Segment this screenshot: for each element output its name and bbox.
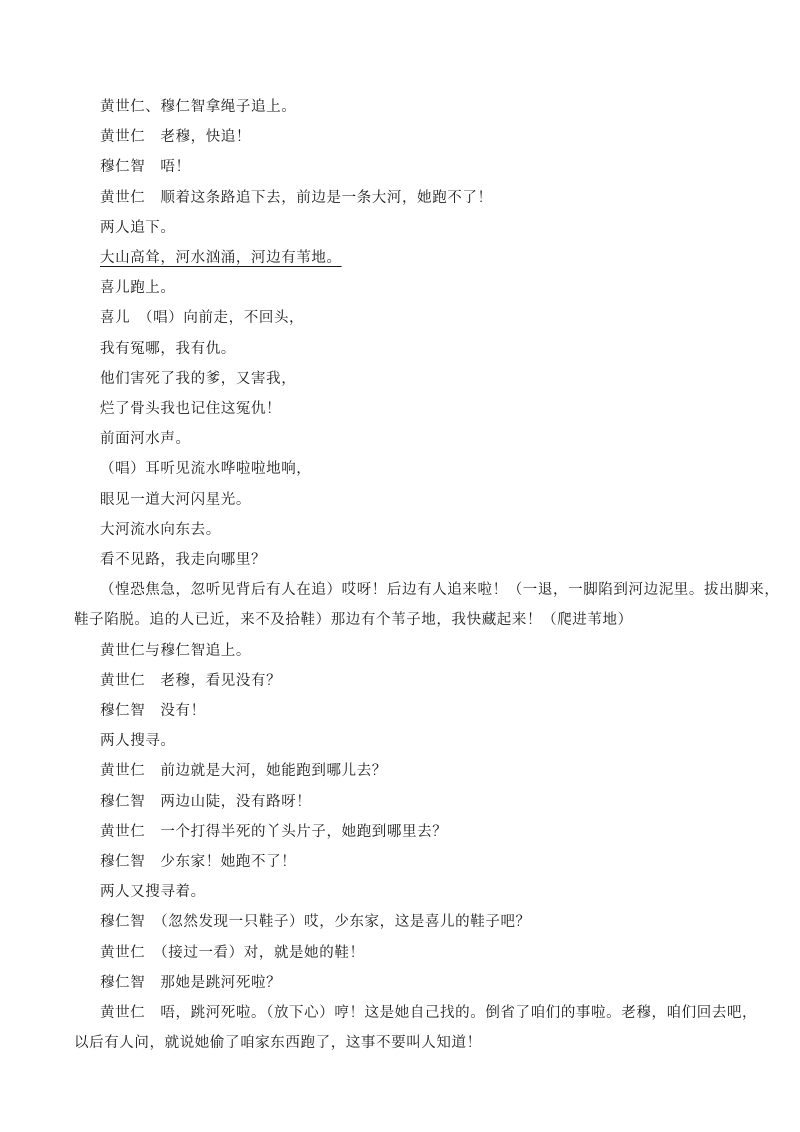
dialogue-continuation: 以后有人问，就说她偷了咱家东西跑了，这事不要叫人知道！ (74, 1035, 482, 1052)
stage-direction: 两人追下。 (100, 219, 176, 236)
stage-direction: 喜儿跑上。 (100, 280, 176, 297)
stage-direction: 黄世仁、穆仁智拿绳子追上。 (100, 99, 297, 115)
stage-direction: 两人又搜寻着。 (100, 884, 206, 901)
dialogue-line: 黄世仁 唔，跳河死啦。（放下心）哼！这是她自己找的。倒省了咱们的事啦。老穆，咱们回去吧， (100, 1005, 758, 1022)
dialogue-line: 穆仁智 少东家！她跑不了！ (100, 854, 297, 871)
dialogue-line: 黄世仁 老穆，看见没有？ (100, 672, 282, 689)
song-line: 他们害死了我的爹，又害我， (100, 370, 297, 387)
dialogue-line: 黄世仁 一个打得半死的丫头片子，她跑到哪里去？ (100, 823, 448, 840)
scene-description (100, 243, 728, 273)
dialogue-line: 穆仁智 （忽然发现一只鞋子）哎，少东家，这是喜儿的鞋子吧？ (100, 914, 531, 931)
song-line: 大河流水向东去。 (100, 521, 221, 538)
dialogue-line: （惶恐焦急，忽听见背后有人在追）哎呀！后边有人追来啦！（一退，一脚陷到河边泥里。拔出脚来， (100, 582, 780, 599)
dialogue-line: 黄世仁 （接过一看）对，就是她的鞋！ (100, 944, 365, 961)
song-line: 我有冤哪，我有仇。 (100, 340, 236, 357)
song-line: 眼见一道大河闪星光。 (100, 491, 251, 508)
song-line: 喜儿 （唱）向前走，不回头， (100, 310, 305, 327)
dialogue-line: 黄世仁 前边就是大河，她能跑到哪儿去？ (100, 763, 387, 780)
dialogue-line: 穆仁智 唔！ (100, 159, 191, 176)
song-line: 看不见路，我走向哪里？ (100, 552, 267, 569)
dialogue-line: 穆仁智 没有！ (100, 703, 206, 720)
dialogue-line: 黄世仁 顺着这条路追下去，前边是一条大河，她跑不了！ (100, 189, 493, 206)
song-line: （唱）耳听见流水哗啦啦地响， (100, 461, 312, 478)
scene-description-text: 大山高耸，河水汹涌，河边有苇地。 (100, 250, 342, 267)
stage-direction: 黄世仁与穆仁智追上。 (100, 642, 251, 659)
dialogue-line: 黄世仁 老穆，快追！ (100, 129, 251, 146)
stage-direction: 前面河水声。 (100, 431, 191, 448)
dialogue-line: 穆仁智 那她是跳河死啦？ (100, 974, 282, 991)
script-text (74, 92, 780, 1059)
stage-direction: 两人搜寻。 (100, 733, 176, 750)
dialogue-line: 穆仁智 两边山陡，没有路呀！ (100, 793, 312, 810)
song-line: 烂了骨头我也记住这冤仇！ (100, 401, 282, 418)
dialogue-continuation: 鞋子陷脱。追的人已近，来不及拾鞋）那边有个苇子地，我快藏起来！（爬进苇地） (74, 612, 633, 629)
